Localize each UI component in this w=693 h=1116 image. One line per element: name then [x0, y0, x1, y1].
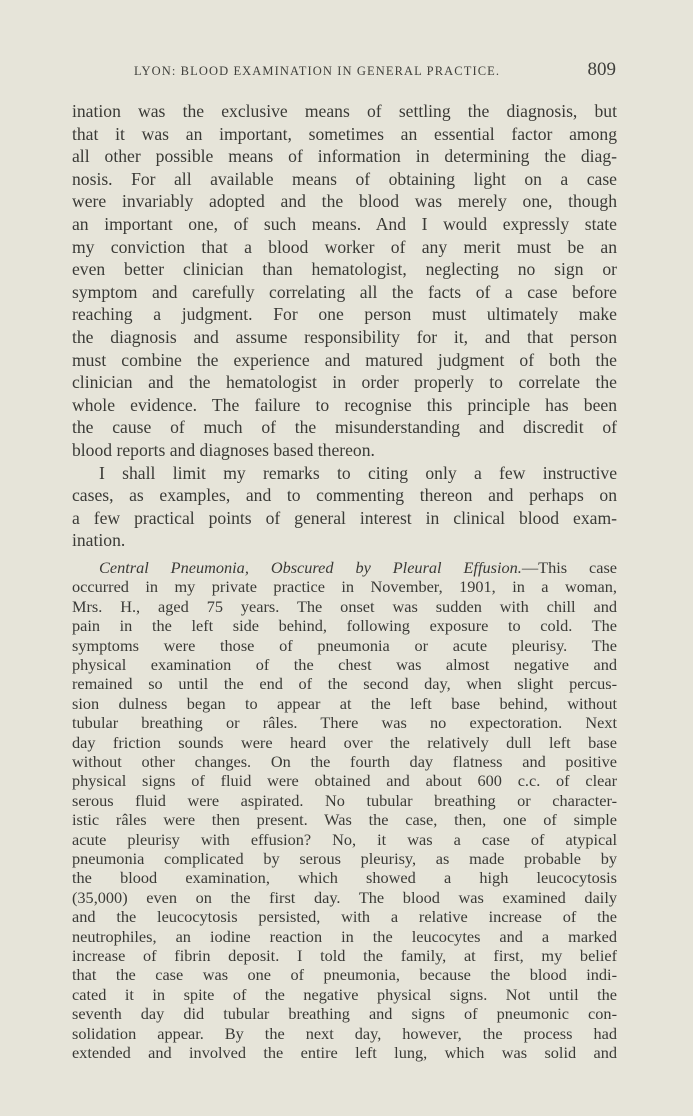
- text-line: increase of fibrin deposit. I told the family, at first, my belief: [72, 946, 617, 965]
- text-line: without other changes. On the fourth day flatness and positive: [72, 751, 617, 771]
- text-line: physical examination of the chest was almost negative and: [72, 654, 617, 674]
- case-title: Central Pneumonia, Obscured by Pleural Effusion.: [99, 557, 522, 577]
- text-line: ination.: [72, 530, 126, 551]
- text-line: the blood examination, which showed a high leucocytosis: [72, 868, 617, 888]
- text-line: nosis. For all available means of obtaining light on a case: [72, 168, 617, 189]
- text-line: occurred in my private practice in November, 1901, in a woman,: [72, 577, 617, 597]
- text-line: and the leucocytosis persisted, with a relative increase of the: [72, 907, 617, 927]
- text-line: clinician and the hematologist in order properly to correlate the: [72, 372, 617, 393]
- text-line: a few practical points of general interest in clinical blood exam-: [72, 507, 617, 528]
- text-line: that the case was one of pneumonia, because the blood indi-: [72, 965, 617, 985]
- text-line: seventh day did tubular breathing and signs of pneumonic con-: [72, 1004, 617, 1024]
- paragraph-2: [72, 462, 617, 552]
- page-header: [72, 60, 618, 84]
- text-line: sion dulness began to appear at the left base behind, without: [72, 693, 617, 713]
- text-line: acute pleurisy with effusion? No, it was a case of atypical: [72, 829, 617, 849]
- paragraph-1: [72, 100, 617, 462]
- text-line: cases, as examples, and to commenting thereon and perhaps on: [72, 485, 617, 506]
- text-line: neutrophiles, an iodine reaction in the leucocytes and a marked: [72, 926, 617, 946]
- text-line: I shall limit my remarks to citing only a few instructive: [99, 462, 617, 483]
- text-line: my conviction that a blood worker of any merit must be an: [72, 236, 617, 257]
- text-line: the diagnosis and assume responsibility for it, and that person: [72, 326, 617, 347]
- text-line: that it was an important, sometimes an essential factor among: [72, 123, 617, 144]
- text-line: istic râles were then present. Was the case, then, one of simple: [72, 810, 617, 830]
- text-line: pneumonia complicated by serous pleurisy, as made probable by: [72, 848, 617, 868]
- text-line: extended and involved the entire left lung, which was solid and: [72, 1043, 617, 1063]
- text-line: an important one, of such means. And I would expressly state: [72, 213, 617, 234]
- text-line: the cause of much of the misunderstanding and discredit of: [72, 417, 617, 438]
- page-number: 809: [587, 59, 616, 80]
- text-line: were invariably adopted and the blood was merely one, though: [72, 191, 617, 212]
- text-line: symptom and carefully correlating all the facts of a case before: [72, 281, 617, 302]
- text-line: remained so until the end of the second day, when slight percus-: [72, 674, 617, 694]
- text-line: tubular breathing or râles. There was no expectoration. Next: [72, 713, 617, 733]
- text-line: all other possible means of information in determining the diag-: [72, 146, 617, 167]
- text-line: day friction sounds were heard over the relatively dull left base: [72, 732, 617, 752]
- body-text: [72, 100, 617, 1062]
- text-line: must combine the experience and matured judgment of both the: [72, 349, 617, 370]
- text-line: ination was the exclusive means of settling the diagnosis, but: [72, 101, 617, 121]
- text-line: reaching a judgment. For one person must ultimately make: [72, 304, 617, 325]
- text-line: physical signs of fluid were obtained and about 600 c.c. of clear: [72, 771, 617, 791]
- text-line: even better clinician than hematologist, neglecting no sign or: [72, 259, 617, 280]
- text-line: whole evidence. The failure to recognise this principle has been: [72, 394, 617, 415]
- case-report: [72, 558, 617, 1063]
- running-head: LYON: BLOOD EXAMINATION IN GENERAL PRACTICE.: [134, 64, 501, 78]
- text-line: cated it in spite of the negative physical signs. Not until the: [72, 984, 617, 1004]
- text-line: (35,000) even on the first day. The blood was examined daily: [72, 887, 617, 907]
- case-heading-line: [72, 558, 617, 577]
- text-line: symptoms were those of pneumonia or acute pleurisy. The: [72, 635, 617, 655]
- text-line: pain in the left side behind, following exposure to cold. The: [72, 616, 617, 636]
- text-line: serous fluid were aspirated. No tubular breathing or character-: [72, 790, 617, 810]
- case-title-rest: —This case: [521, 557, 617, 577]
- text-line: blood reports and diagnoses based thereon.: [72, 439, 375, 460]
- text-line: Mrs. H., aged 75 years. The onset was sudden with chill and: [72, 596, 617, 616]
- text-line: solidation appear. By the next day, however, the process had: [72, 1023, 617, 1043]
